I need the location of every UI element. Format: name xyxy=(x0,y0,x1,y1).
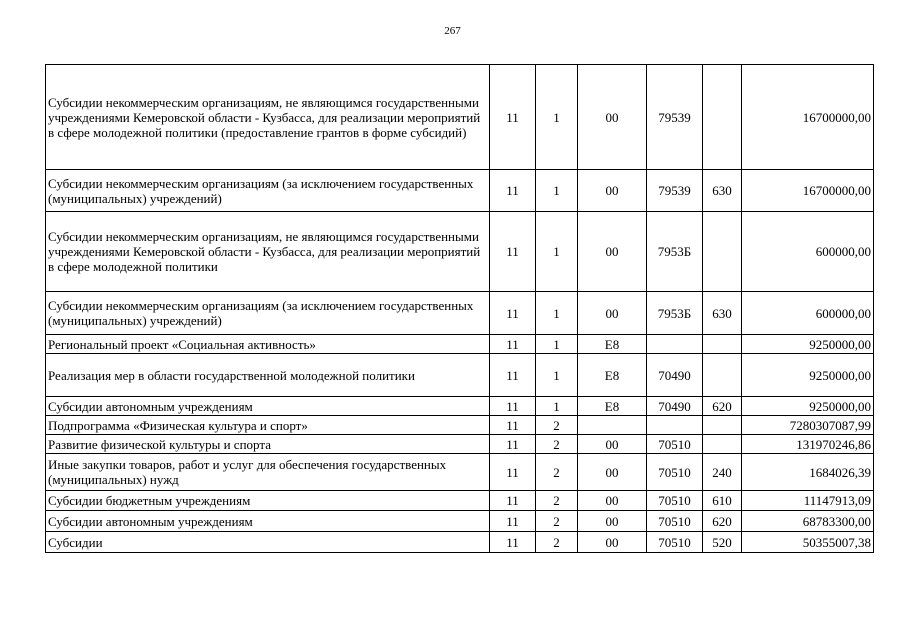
row-section: 11 xyxy=(490,335,536,354)
row-program: 00 xyxy=(578,511,647,532)
row-name: Субсидии автономным учреждениям xyxy=(46,511,490,532)
row-expense-type xyxy=(703,335,742,354)
row-subsection: 2 xyxy=(536,491,578,511)
row-name: Иные закупки товаров, работ и услуг для обеспечения государственных (муниципальных) нужд xyxy=(46,454,490,491)
row-direction: 70510 xyxy=(647,491,703,511)
row-amount: 9250000,00 xyxy=(742,354,874,397)
row-amount: 600000,00 xyxy=(742,292,874,335)
row-direction: 7953Б xyxy=(647,212,703,292)
row-direction: 70510 xyxy=(647,511,703,532)
table-row xyxy=(46,397,874,416)
row-subsection: 2 xyxy=(536,511,578,532)
row-direction xyxy=(647,335,703,354)
row-program: E8 xyxy=(578,335,647,354)
row-expense-type: 620 xyxy=(703,511,742,532)
row-program: 00 xyxy=(578,435,647,454)
row-name: Реализация мер в области государственной молодежной политики xyxy=(46,354,490,397)
row-subsection: 1 xyxy=(536,65,578,170)
row-section: 11 xyxy=(490,454,536,491)
table-row xyxy=(46,416,874,435)
row-section: 11 xyxy=(490,435,536,454)
row-expense-type xyxy=(703,65,742,170)
table-row xyxy=(46,65,874,170)
row-expense-type xyxy=(703,212,742,292)
row-subsection: 2 xyxy=(536,416,578,435)
row-section: 11 xyxy=(490,397,536,416)
row-subsection: 1 xyxy=(536,170,578,212)
row-section: 11 xyxy=(490,65,536,170)
row-program: E8 xyxy=(578,354,647,397)
row-amount: 131970246,86 xyxy=(742,435,874,454)
row-program: 00 xyxy=(578,212,647,292)
row-direction: 70510 xyxy=(647,454,703,491)
row-direction: 79539 xyxy=(647,65,703,170)
row-name: Подпрограмма «Физическая культура и спорт» xyxy=(46,416,490,435)
row-direction: 70490 xyxy=(647,354,703,397)
row-program: 00 xyxy=(578,292,647,335)
row-subsection: 2 xyxy=(536,435,578,454)
table-row xyxy=(46,435,874,454)
row-program: 00 xyxy=(578,532,647,553)
row-section: 11 xyxy=(490,511,536,532)
row-expense-type xyxy=(703,354,742,397)
row-amount: 68783300,00 xyxy=(742,511,874,532)
table-row xyxy=(46,335,874,354)
table-row xyxy=(46,491,874,511)
row-program: 00 xyxy=(578,454,647,491)
row-name: Субсидии xyxy=(46,532,490,553)
row-section: 11 xyxy=(490,532,536,553)
row-program: 00 xyxy=(578,491,647,511)
row-direction xyxy=(647,416,703,435)
table-row xyxy=(46,212,874,292)
row-name: Субсидии некоммерческим организациям (за исключением государственных (муниципальных) учреждений) xyxy=(46,170,490,212)
row-program: E8 xyxy=(578,397,647,416)
row-amount: 50355007,38 xyxy=(742,532,874,553)
row-section: 11 xyxy=(490,354,536,397)
row-subsection: 1 xyxy=(536,212,578,292)
row-expense-type: 630 xyxy=(703,292,742,335)
row-direction: 70510 xyxy=(647,532,703,553)
table-row xyxy=(46,354,874,397)
row-amount: 9250000,00 xyxy=(742,335,874,354)
row-direction: 70510 xyxy=(647,435,703,454)
row-subsection: 2 xyxy=(536,532,578,553)
row-amount: 600000,00 xyxy=(742,212,874,292)
row-section: 11 xyxy=(490,170,536,212)
row-name: Субсидии некоммерческим организациям (за исключением государственных (муниципальных) учреждений) xyxy=(46,292,490,335)
row-program: 00 xyxy=(578,65,647,170)
row-expense-type: 610 xyxy=(703,491,742,511)
page-number: 267 xyxy=(444,25,461,37)
table-row xyxy=(46,532,874,553)
row-section: 11 xyxy=(490,292,536,335)
row-subsection: 1 xyxy=(536,397,578,416)
table-row xyxy=(46,511,874,532)
table-row xyxy=(46,292,874,335)
row-direction: 70490 xyxy=(647,397,703,416)
row-expense-type: 520 xyxy=(703,532,742,553)
row-expense-type xyxy=(703,416,742,435)
table-row xyxy=(46,454,874,491)
row-direction: 79539 xyxy=(647,170,703,212)
row-program xyxy=(578,416,647,435)
row-subsection: 1 xyxy=(536,335,578,354)
row-direction: 7953Б xyxy=(647,292,703,335)
row-name: Субсидии автономным учреждениям xyxy=(46,397,490,416)
budget-table xyxy=(45,64,874,553)
row-amount: 16700000,00 xyxy=(742,65,874,170)
row-section: 11 xyxy=(490,416,536,435)
row-name: Региональный проект «Социальная активность» xyxy=(46,335,490,354)
row-section: 11 xyxy=(490,212,536,292)
row-name: Субсидии бюджетным учреждениям xyxy=(46,491,490,511)
row-amount: 9250000,00 xyxy=(742,397,874,416)
row-expense-type: 240 xyxy=(703,454,742,491)
row-expense-type xyxy=(703,435,742,454)
table-row xyxy=(46,170,874,212)
row-subsection: 2 xyxy=(536,454,578,491)
row-subsection: 1 xyxy=(536,354,578,397)
row-name: Субсидии некоммерческим организациям, не являющимся государственными учреждениями Кемеровской области - Кузбасса, для реализации мероприятий в сфере молодежной политики (предоставление грантов в форме субсидий) xyxy=(46,65,490,170)
row-expense-type: 620 xyxy=(703,397,742,416)
row-amount: 16700000,00 xyxy=(742,170,874,212)
row-amount: 11147913,09 xyxy=(742,491,874,511)
row-amount: 7280307087,99 xyxy=(742,416,874,435)
row-name: Субсидии некоммерческим организациям, не являющимся государственными учреждениями Кемеровской области - Кузбасса, для реализации мероприятий в сфере молодежной политики xyxy=(46,212,490,292)
row-section: 11 xyxy=(490,491,536,511)
row-program: 00 xyxy=(578,170,647,212)
row-subsection: 1 xyxy=(536,292,578,335)
row-expense-type: 630 xyxy=(703,170,742,212)
row-amount: 1684026,39 xyxy=(742,454,874,491)
row-name: Развитие физической культуры и спорта xyxy=(46,435,490,454)
